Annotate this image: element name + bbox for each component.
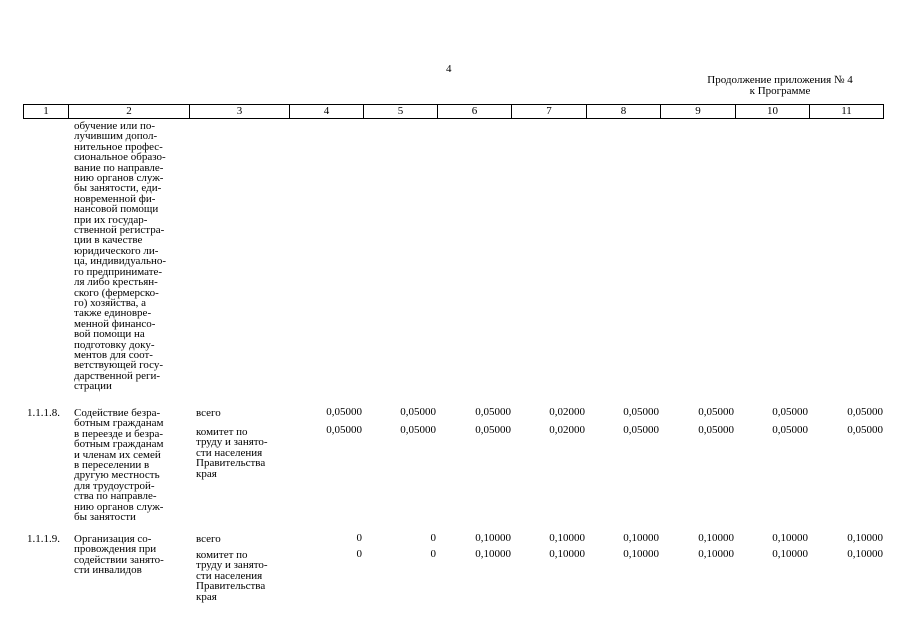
value-cell: 0,05000 [475, 406, 511, 418]
value-cell: 0,10000 [847, 548, 883, 560]
header-cell-9: 9 [661, 104, 736, 119]
row-code: 1.1.1.8. [27, 407, 60, 419]
value-cell: 0,10000 [549, 532, 585, 544]
header-cell-8: 8 [587, 104, 661, 119]
value-cell: 0,10000 [772, 532, 808, 544]
value-cell: 0,02000 [549, 424, 585, 436]
value-cell: 0,05000 [698, 406, 734, 418]
header-cell-7: 7 [512, 104, 587, 119]
value-cell: 0,10000 [698, 532, 734, 544]
row-code: 1.1.1.9. [27, 533, 60, 545]
appendix-line-2: к Программе [749, 85, 811, 97]
value-cell: 0 [430, 548, 436, 560]
value-cell: 0,10000 [475, 548, 511, 560]
row-name: Организация со- провождения при содействии занято- сти инвалидов [74, 533, 164, 577]
value-cell: 0,10000 [698, 548, 734, 560]
value-cell: 0,10000 [772, 548, 808, 560]
appendix-caption [680, 75, 880, 97]
value-cell: 0 [356, 548, 362, 560]
value-cell: 0,05000 [772, 424, 808, 436]
value-cell: 0,10000 [475, 532, 511, 544]
value-cell: 0,05000 [326, 406, 362, 418]
header-cell-6: 6 [438, 104, 512, 119]
header-cell-4: 4 [290, 104, 364, 119]
value-cell: 0 [356, 532, 362, 544]
header-cell-11: 11 [810, 104, 884, 119]
value-cell: 0,05000 [772, 406, 808, 418]
value-cell: 0,02000 [549, 406, 585, 418]
row-name: Содействие безра- ботным гражданам в переезде и безра- ботным гражданам и членам их семей в переселении в другую местность для трудоустрой- ства по направле- нию органов служ- бы занятости [74, 407, 164, 524]
value-cell: 0,05000 [698, 424, 734, 436]
header-cell-1: 1 [23, 104, 69, 119]
value-cell: 0,05000 [400, 424, 436, 436]
value-cell: 0,10000 [623, 548, 659, 560]
header-cell-3: 3 [190, 104, 290, 119]
value-cell: 0,10000 [623, 532, 659, 544]
row-label-total: всего [196, 407, 221, 419]
header-cell-2: 2 [69, 104, 190, 119]
value-cell: 0,05000 [400, 406, 436, 418]
value-cell: 0 [430, 532, 436, 544]
row-label-total: всего [196, 533, 221, 545]
value-cell: 0,10000 [847, 532, 883, 544]
row-label-executor: комитет по труду и занято- сти населения Правительства края [196, 549, 268, 603]
value-cell: 0,05000 [847, 424, 883, 436]
continuation-text: обучение или по- лучившим допол- нительное профес- сиональное образо- вание по направле- нию органов служ- бы занятости, еди- новременной фи- нансовой помощи при их государ- ственной регистра- ции в качестве юридического ли- ца, индивидуально- го предпринимате- ля либо крестьян- ского (фермерско- го) хозяйства, а также единовре- менной финансо- вой помощи на подготовку доку- ментов для соот- ветствующей госу- дарственной реги- страции [74, 120, 167, 393]
value-cell: 0,05000 [847, 406, 883, 418]
value-cell: 0,05000 [326, 424, 362, 436]
page-number: 4 [446, 63, 452, 75]
value-cell: 0,05000 [623, 406, 659, 418]
row-label-executor: комитет по труду и занято- сти населения Правительства края [196, 426, 268, 480]
appendix-line-1: Продолжение приложения № 4 [707, 74, 853, 86]
value-cell: 0,10000 [549, 548, 585, 560]
value-cell: 0,05000 [475, 424, 511, 436]
header-cell-5: 5 [364, 104, 438, 119]
value-cell: 0,05000 [623, 424, 659, 436]
header-cell-10: 10 [736, 104, 810, 119]
